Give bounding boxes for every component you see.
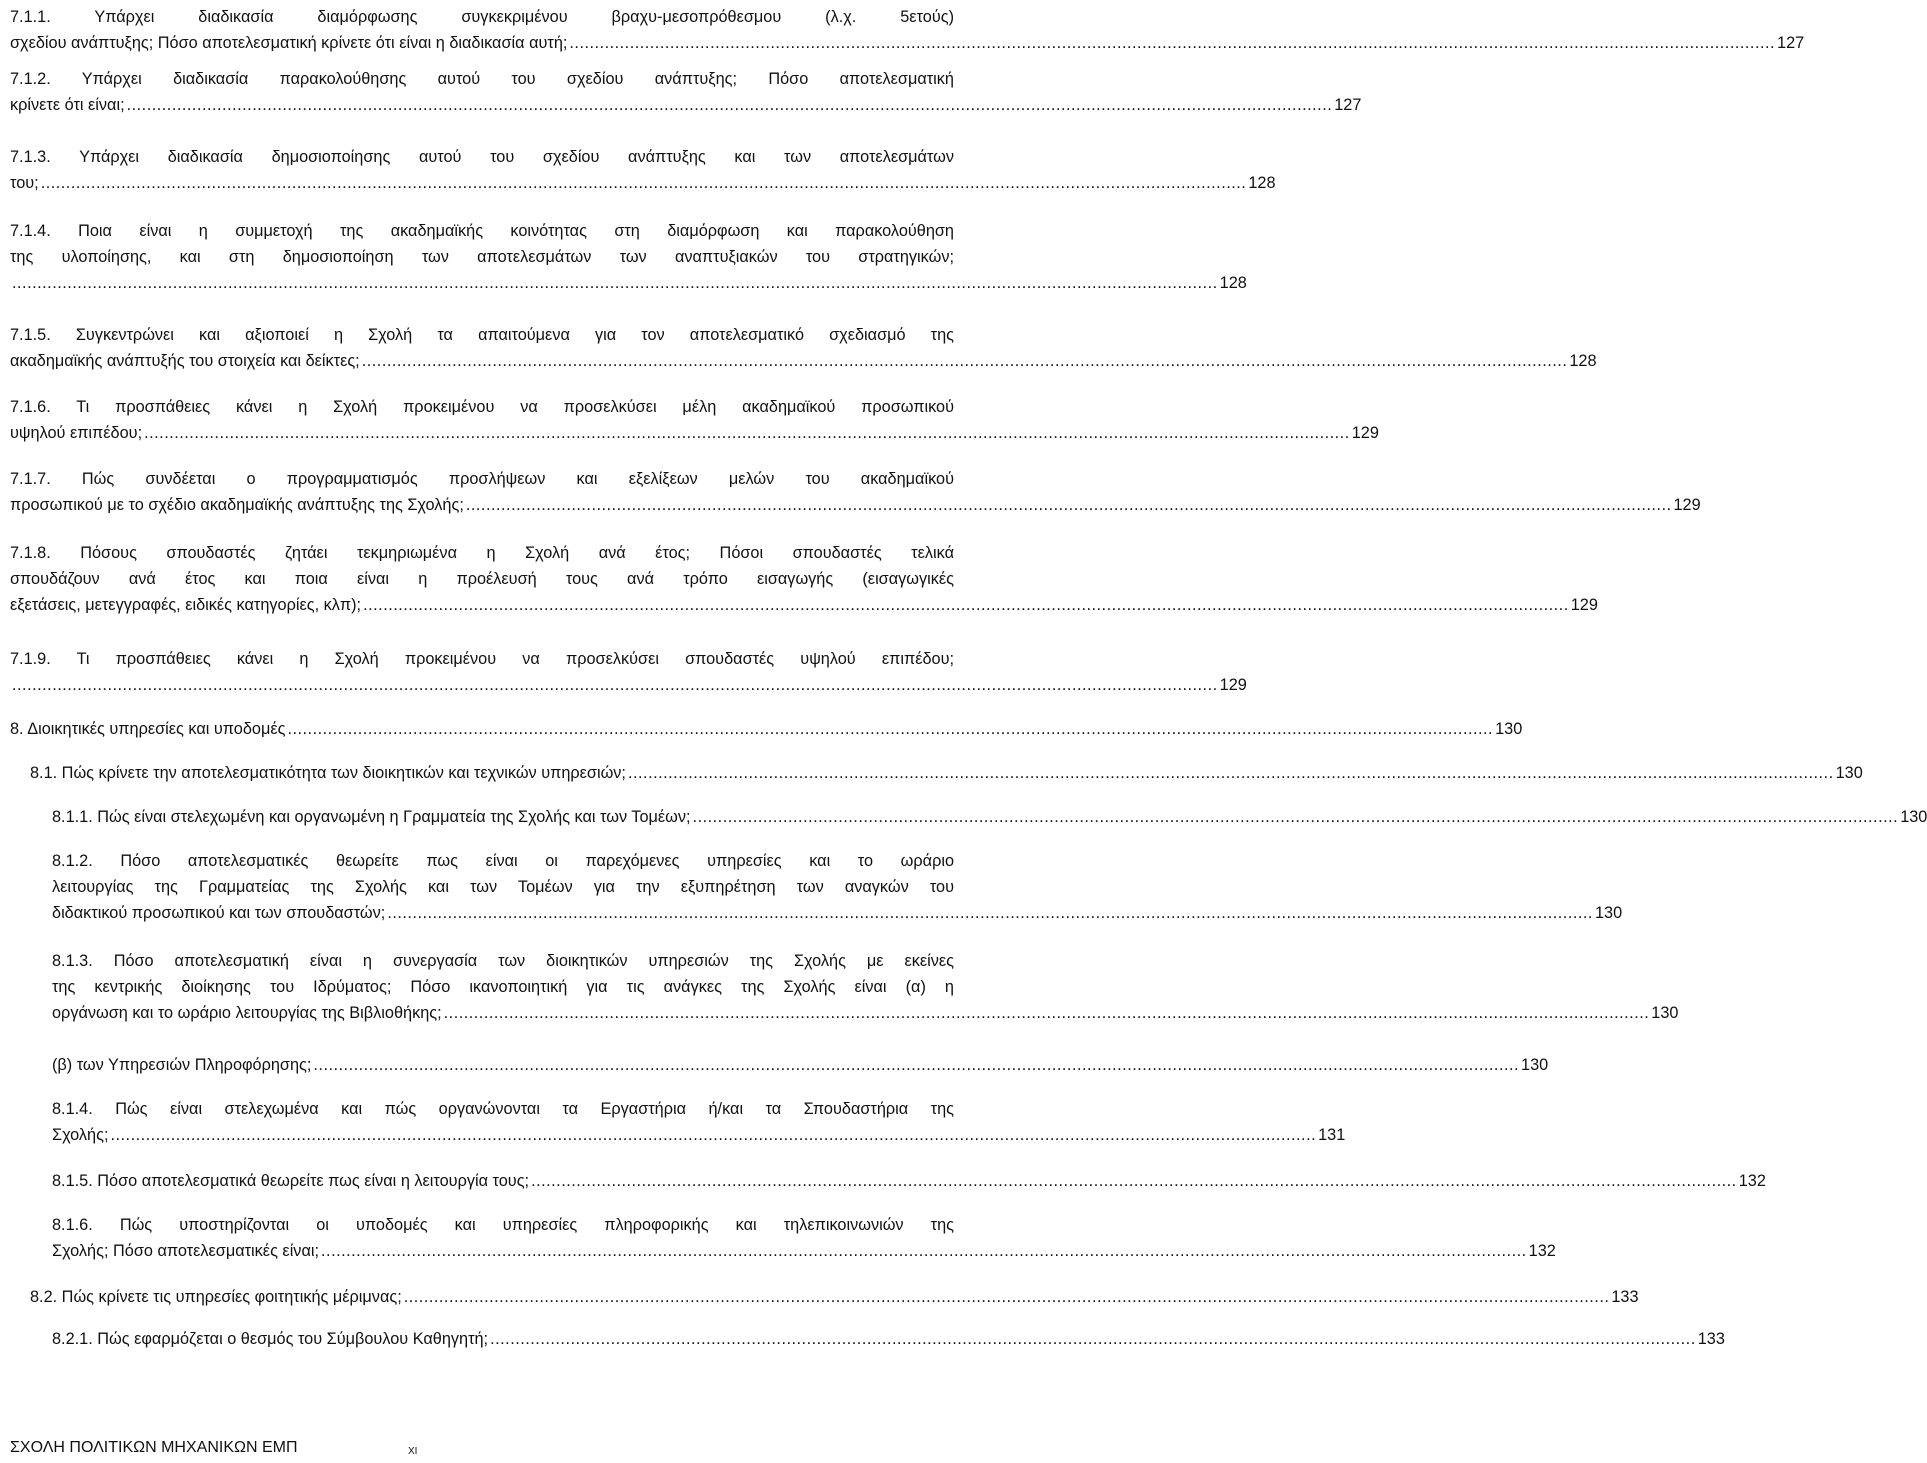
- toc-entry-leader-line: [52, 1052, 1549, 1078]
- toc-entry-leader-line: [10, 30, 1805, 56]
- toc-entry-title: 8.2.1. Πώς εφαρμόζεται ο θεσμός του Σύμβουλου Καθηγητή;: [52, 1330, 489, 1348]
- toc-entry[interactable]: [30, 760, 1863, 786]
- dot-leader: [362, 348, 1568, 374]
- toc-entry-title: 8. Διοικητικές υπηρεσίες και υποδομές: [10, 720, 286, 738]
- toc-entry[interactable]: [52, 804, 1927, 830]
- toc-page-number[interactable]: 130: [1900, 808, 1927, 826]
- toc-entry-title: οργάνωση και το ωράριο λειτουργίας της Βιβλιοθήκης;: [52, 1004, 442, 1022]
- dot-leader: [144, 420, 1350, 446]
- dot-leader: [363, 592, 1569, 618]
- dot-leader: [387, 900, 1593, 926]
- toc-page-number[interactable]: 129: [1219, 676, 1247, 694]
- toc-entry-leader-line: [52, 804, 1927, 830]
- toc-entry-text-line: 8.1.2. Πόσο αποτελεσματικές θεωρείτε πως είναι οι παρεχόμενες υπηρεσίες και το ωράριο: [52, 852, 954, 870]
- toc-entry-leader-line: [10, 348, 1597, 374]
- toc-entry-leader-line: [10, 170, 1276, 196]
- dot-leader: [466, 492, 1672, 518]
- toc-page-number[interactable]: 130: [1594, 904, 1623, 922]
- toc-entry-title: σχεδίου ανάπτυξης; Πόσο αποτελεσματική κρίνετε ότι είναι η διαδικασία αυτή;: [10, 34, 568, 52]
- dot-leader: [531, 1168, 1737, 1194]
- toc-entry[interactable]: [10, 218, 1247, 296]
- toc-page-number[interactable]: 127: [1334, 96, 1362, 114]
- toc-entry-title: Σχολής;: [52, 1126, 109, 1144]
- dot-leader: [12, 672, 1218, 698]
- toc-entry-leader-line: [10, 716, 1523, 742]
- toc-entry[interactable]: [52, 1052, 1549, 1078]
- dot-leader: [127, 92, 1333, 118]
- toc-page-number[interactable]: 130: [1651, 1004, 1679, 1022]
- toc-page-number[interactable]: 129: [1570, 596, 1598, 614]
- toc-entry-title: εξετάσεις, μετεγγραφές, ειδικές κατηγορίες, κλπ);: [10, 596, 362, 614]
- toc-page-number[interactable]: 128: [1248, 174, 1276, 192]
- toc-entry-text-line: 7.1.4. Ποια είναι η συμμετοχή της ακαδημαϊκής κοινότητας στη διαμόρφωση και παρακολούθηση: [10, 222, 954, 240]
- toc-entry[interactable]: [52, 948, 1679, 1026]
- dot-leader: [313, 1052, 1519, 1078]
- toc-entry[interactable]: [10, 646, 1247, 698]
- toc-entry-leader-line: [10, 270, 1247, 296]
- footer-page-folio: XI: [408, 1446, 418, 1457]
- toc-entry-title: (β) των Υπηρεσιών Πληροφόρησης;: [52, 1056, 312, 1074]
- toc-entry-leader-line: [52, 1000, 1679, 1026]
- toc-entry-text-line: σπουδάζουν ανά έτος και ποια είναι η προέλευσή τους ανά τρόπο εισαγωγής (εισαγωγικές: [10, 570, 954, 588]
- toc-entry[interactable]: [10, 394, 1379, 446]
- toc-page-number[interactable]: 130: [1835, 764, 1863, 782]
- dot-leader: [110, 1122, 1316, 1148]
- toc-entry-title: 8.2. Πώς κρίνετε τις υπηρεσίες φοιτητικής μέριμνας;: [30, 1288, 402, 1306]
- toc-entry-text-line: 8.1.4. Πώς είναι στελεχωμένα και πώς οργανώνονται τα Εργαστήρια ή/και τα Σπουδαστήρια της: [52, 1100, 954, 1118]
- toc-page-number[interactable]: 132: [1738, 1172, 1766, 1190]
- dot-leader: [287, 716, 1493, 742]
- toc-page-number[interactable]: 129: [1673, 496, 1701, 514]
- toc-entry-text-line: 7.1.2. Υπάρχει διαδικασία παρακολούθησης αυτού του σχεδίου ανάπτυξης; Πόσο αποτελεσματική: [10, 70, 954, 88]
- toc-entry-leader-line: [52, 1238, 1556, 1264]
- toc-entry-text-line: της υλοποίησης, και στη δημοσιοποίηση των αποτελεσμάτων των αναπτυξιακών του στρατηγικών;: [10, 248, 954, 266]
- toc-entry-leader-line: [52, 900, 1623, 926]
- dot-leader: [41, 170, 1247, 196]
- dot-leader: [12, 270, 1218, 296]
- toc-page-number[interactable]: 133: [1697, 1330, 1725, 1348]
- toc-entry-leader-line: [10, 420, 1379, 446]
- dot-leader: [569, 30, 1775, 56]
- toc-entry-leader-line: [10, 672, 1247, 698]
- toc-page-number[interactable]: 129: [1351, 424, 1379, 442]
- toc-page-number[interactable]: 132: [1528, 1242, 1556, 1260]
- toc-entry-title: 8.1.1. Πώς είναι στελεχωμένη και οργανωμένη η Γραμματεία της Σχολής και των Τομέων;: [52, 808, 691, 826]
- toc-entry-title: 8.1. Πώς κρίνετε την αποτελεσματικότητα των διοικητικών και τεχνικών υπηρεσιών;: [30, 764, 626, 782]
- toc-page-number[interactable]: 128: [1569, 352, 1597, 370]
- toc-entry-leader-line: [30, 1284, 1639, 1310]
- toc-entry-leader-line: [10, 492, 1701, 518]
- toc-entry-text-line: της κεντρικής διοίκησης του Ιδρύματος; Πόσο ικανοποιητική για τις ανάγκες της Σχολής είναι (α) η: [52, 978, 954, 996]
- toc-entry[interactable]: [30, 1284, 1639, 1310]
- toc-entry-title: ακαδημαϊκής ανάπτυξής του στοιχεία και δείκτες;: [10, 352, 360, 370]
- toc-entry[interactable]: [10, 466, 1701, 518]
- toc-entry[interactable]: [52, 1096, 1346, 1148]
- toc-entry-title: του;: [10, 174, 39, 192]
- toc-page-number[interactable]: 130: [1521, 1056, 1549, 1074]
- toc-entry-text-line: 7.1.1. Υπάρχει διαδικασία διαμόρφωσης συγκεκριμένου βραχυ-μεσοπρόθεσμου (λ.χ. 5ετούς): [10, 8, 954, 26]
- dot-leader: [444, 1000, 1650, 1026]
- toc-entry[interactable]: [10, 144, 1276, 196]
- toc-entry-title: υψηλού επιπέδου;: [10, 424, 143, 442]
- toc-entry-text-line: λειτουργίας της Γραμματείας της Σχολής και των Τομέων για την εξυπηρέτηση των αναγκών του: [52, 878, 954, 896]
- toc-page-number[interactable]: 128: [1219, 274, 1247, 292]
- toc-entry-leader-line: [52, 1168, 1766, 1194]
- toc-entry-text-line: 7.1.5. Συγκεντρώνει και αξιοποιεί η Σχολή τα απαιτούμενα για τον αποτελεσματικό σχεδιασμό της: [10, 326, 954, 344]
- toc-page-number[interactable]: 127: [1777, 34, 1805, 52]
- toc-entry-text-line: 7.1.6. Τι προσπάθειες κάνει η Σχολή προκειμένου να προσελκύσει μέλη ακαδημαϊκού προσωπικού: [10, 398, 954, 416]
- toc-entry-text-line: 8.1.6. Πώς υποστηρίζονται οι υποδομές και υπηρεσίες πληροφορικής και τηλεπικοινωνιών της: [52, 1216, 954, 1234]
- toc-entry-title: 8.1.5. Πόσο αποτελεσματικά θεωρείτε πως είναι η λειτουργία τους;: [52, 1172, 530, 1190]
- page-footer: [10, 1438, 418, 1458]
- footer-school-name: ΣΧΟΛΗ ΠΟΛΙΤΙΚΩΝ ΜΗΧΑΝΙΚΩΝ ΕΜΠ: [10, 1439, 298, 1456]
- toc-entry-leader-line: [30, 760, 1863, 786]
- toc-entry[interactable]: [10, 4, 1805, 56]
- toc-entry[interactable]: [10, 322, 1597, 374]
- toc-entry-text-line: 7.1.3. Υπάρχει διαδικασία δημοσιοποίησης αυτού του σχεδίου ανάπτυξης και των αποτελεσμάτων: [10, 148, 954, 166]
- dot-leader: [628, 760, 1834, 786]
- toc-entry-text-line: 7.1.9. Τι προσπάθειες κάνει η Σχολή προκειμένου να προσελκύσει σπουδαστές υψηλού επιπέδου;: [10, 650, 954, 668]
- toc-entry-title: προσωπικού με το σχέδιο ακαδημαϊκής ανάπτυξης της Σχολής;: [10, 496, 464, 514]
- toc-entry[interactable]: [10, 716, 1523, 742]
- toc-entry-leader-line: [10, 592, 1598, 618]
- toc-page-number[interactable]: 133: [1611, 1288, 1639, 1306]
- dot-leader: [490, 1326, 1696, 1352]
- dot-leader: [321, 1238, 1527, 1264]
- dot-leader: [404, 1284, 1610, 1310]
- toc-entry-text-line: 7.1.8. Πόσους σπουδαστές ζητάει τεκμηριωμένα η Σχολή ανά έτος; Πόσοι σπουδαστές τελικά: [10, 544, 954, 562]
- toc-entry-leader-line: [52, 1326, 1725, 1352]
- toc-entry[interactable]: [10, 66, 1362, 118]
- toc-entry[interactable]: [52, 1326, 1725, 1352]
- toc-entry[interactable]: [10, 540, 1598, 618]
- dot-leader: [693, 804, 1899, 830]
- toc-entry[interactable]: [52, 1168, 1766, 1194]
- toc-entry-title: Σχολής; Πόσο αποτελεσματικές είναι;: [52, 1242, 320, 1260]
- toc-entry-title: κρίνετε ότι είναι;: [10, 96, 125, 114]
- toc-page-number[interactable]: 131: [1318, 1126, 1346, 1144]
- toc-entry-title: διδακτικού προσωπικού και των σπουδαστών;: [52, 904, 386, 922]
- toc-entry-text-line: 7.1.7. Πώς συνδέεται ο προγραμματισμός προσλήψεων και εξελίξεων μελών του ακαδημαϊκού: [10, 470, 954, 488]
- toc-page-number[interactable]: 130: [1495, 720, 1523, 738]
- toc-entry-leader-line: [10, 92, 1362, 118]
- toc-entry[interactable]: [52, 1212, 1556, 1264]
- toc-entry[interactable]: [52, 848, 1623, 926]
- toc-entry-text-line: 8.1.3. Πόσο αποτελεσματική είναι η συνεργασία των διοικητικών υπηρεσιών της Σχολής με εκείνες: [52, 952, 954, 970]
- toc-entry-leader-line: [52, 1122, 1346, 1148]
